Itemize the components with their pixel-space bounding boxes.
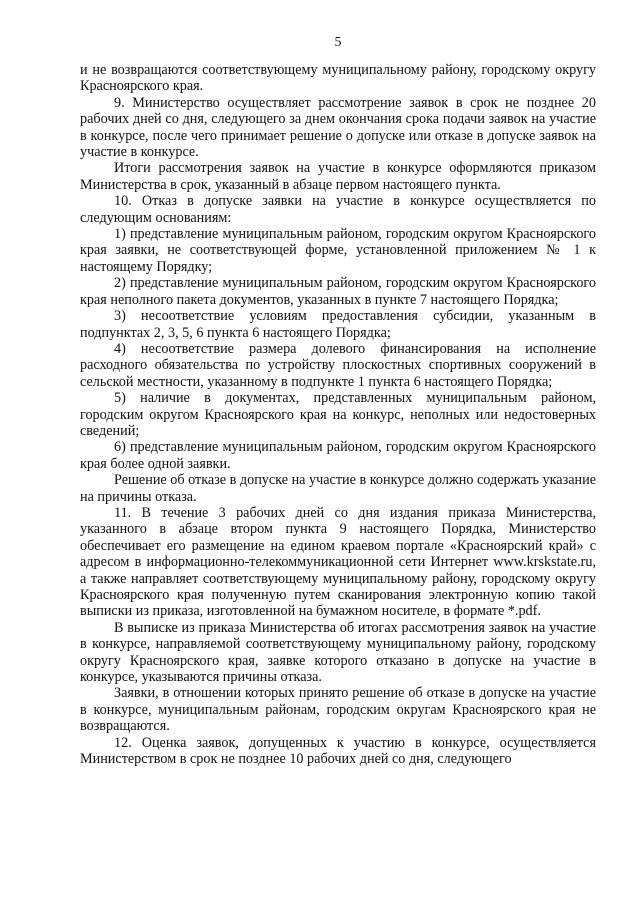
paragraph: 2) представление муниципальным районом, городским округом Красноярского края неполного пакета документов, указанных в пункте 7 настоящего Порядка;: [80, 275, 596, 308]
paragraph: и не возвращаются соответствующему муниципальному району, городскому округу Красноярского края.: [80, 62, 596, 95]
paragraph: Итоги рассмотрения заявок на участие в конкурсе оформляются приказом Министерства в срок, указанный в абзаце первом настоящего пункта.: [80, 160, 596, 193]
paragraph: 10. Отказ в допуске заявки на участие в конкурсе осуществляется по следующим основаниям:: [80, 193, 596, 226]
paragraph: 3) несоответствие условиям предоставления субсидии, указанным в подпунктах 2, 3, 5, 6 пункта 6 настоящего Порядка;: [80, 308, 596, 341]
paragraph: 4) несоответствие размера долевого финансирования на исполнение расходного обязательства по устройству плоскостных спортивных сооружений в сельской местности, указанному в подпункте 1 пункта 6 настоящего Порядка;: [80, 340, 596, 390]
paragraph: В выписке из приказа Министерства об итогах рассмотрения заявок на участие в конкурсе, направляемой соответствующему муниципальному району, городскому округу Красноярского края, заявке которого отказано в допуске на участие в конкурсе, указываются причины отказа.: [80, 619, 596, 686]
paragraph: 5) наличие в документах, представленных муниципальным районом, городским округом Красноярского края на конкурс, неполных или недостоверных сведений;: [80, 390, 596, 439]
document-body: [80, 62, 596, 767]
page-number: 5: [334, 35, 342, 50]
paragraph: 11. В течение 3 рабочих дней со дня издания приказа Министерства, указанного в абзаце втором пункта 9 настоящего Порядка, Министерство обеспечивает его размещение на едином краевом портале «Красноярский край» с адресом в информационно-телекоммуникационной сети Интернет www.krskstate.ru, а также направляет соответствующему муниципальному району, городскому округу Красноярского края полученную путем сканирования электронную копию такой выписки из приказа, изготовленной на бумажном носителе, в формате *.pdf.: [80, 504, 596, 620]
paragraph: 6) представление муниципальным районом, городским округом Красноярского края более одной заявки.: [80, 439, 596, 472]
paragraph: Заявки, в отношении которых принято решение об отказе в допуске на участие в конкурсе, муниципальным районам, городским округам Красноярского края не возвращаются.: [80, 685, 596, 735]
paragraph: 9. Министерство осуществляет рассмотрение заявок в срок не позднее 20 рабочих дней со дня, следующего за днем окончания срока подачи заявок на участие в конкурсе, после чего принимает решение о допуске или отказе в допуске заявок на участие в конкурсе.: [80, 94, 596, 161]
paragraph: 1) представление муниципальным районом, городским округом Красноярского края заявки, не соответствующей форме, установленной приложением № 1 к настоящему Порядку;: [80, 226, 596, 275]
paragraph: 12. Оценка заявок, допущенных к участию в конкурсе, осуществляется Министерством в срок не позднее 10 рабочих дней со дня, следующего: [80, 734, 596, 768]
paragraph: Решение об отказе в допуске на участие в конкурсе должно содержать указание на причины отказа.: [80, 472, 596, 505]
